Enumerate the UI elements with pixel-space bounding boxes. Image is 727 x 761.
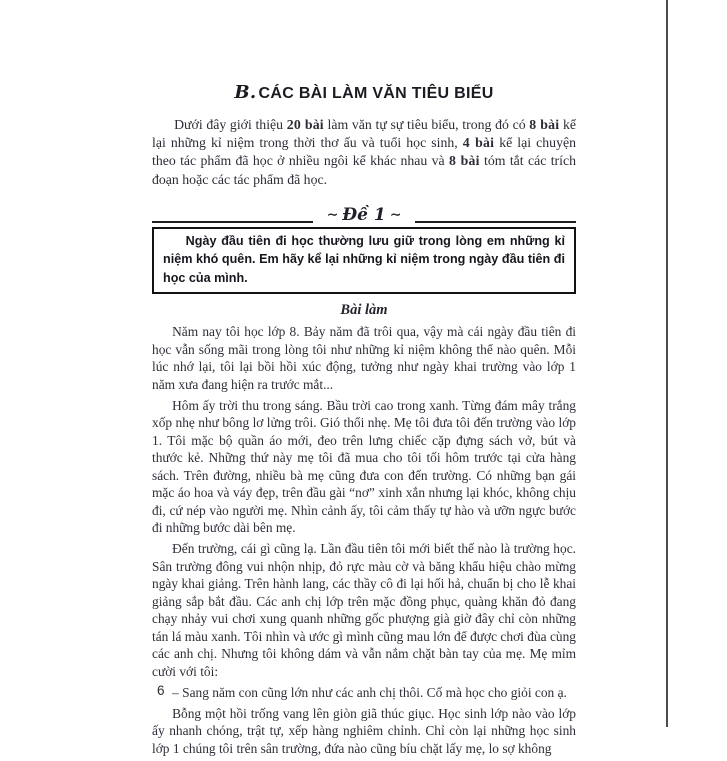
intro-text: làm văn tự sự tiêu biểu, trong đó có xyxy=(323,117,530,132)
essay-paragraph-3: Đến trường, cái gì cũng lạ. Lần đầu tiên tôi mới biết thế nào là trường học. Sân trường đông vui nhộn nhịp, đỏ rực màu cờ và băng khẩu hiệu chào mừng ngày khai giảng. Trên hành lang, các thầy cô đi lại hối hả, chuẩn bị cho lễ khai giảng sắp bắt đầu. Các anh chị lớp trên mặc đồng phục, quàng khăn đỏ đang chạy nhảy vui chơi xung quanh những gốc phượng già giờ đây chỉ còn những tán lá màu xanh. Tôi nhìn và ước gì mình cũng mau lớn để được chơi đùa cùng các anh chị. Nhưng tôi không dám và vẫn nắm chặt bàn tay của mẹ. Mẹ mỉm cười với tôi: xyxy=(152,541,576,679)
intro-text: Dưới đây giới thiệu xyxy=(174,117,287,132)
topic-heading-label xyxy=(313,205,416,226)
heading-ornament-left: ∼ xyxy=(326,206,339,223)
intro-bold-count: 8 bài xyxy=(529,117,560,132)
page-content xyxy=(152,0,576,761)
intro-text: kể lại những kỉ niệm trong thời thơ ấu và tuổi học sinh, xyxy=(152,117,576,151)
section-title-text: CÁC BÀI LÀM VĂN TIÊU BIỂU xyxy=(258,85,494,102)
intro-text: tóm tắt các trích đoạn hoặc các tác phẩm đã học. xyxy=(152,153,576,187)
page-number: 6 xyxy=(157,683,165,698)
heading-ornament-right: ∼ xyxy=(389,206,402,223)
essay-prompt-box xyxy=(152,227,576,295)
essay-paragraph-2: Hôm ấy trời thu trong sáng. Bầu trời cao trong xanh. Từng đám mây trắng xốp nhẹ như bông lơ lửng trôi. Gió thổi nhẹ. Mẹ tôi đưa tôi đến trường vào lớp 1. Tôi mặc bộ quần áo mới, đeo trên lưng chiếc cặp đựng sách vở, bút và thước kẻ. Những thứ này mẹ tôi đã mua cho tôi tối hôm trước tại cửa hàng sách. Trên đường, nhiều bà mẹ cũng đưa con đến trường. Có những bạn gái mặc áo hoa và váy đẹp, trên đầu gài “nơ” xinh xắn nhưng lại khóc, không chịu đi, cứ nép vào người mẹ. Nhìn cảnh ấy, tôi cảm thấy tự hào và ưỡn ngực bước đi những bước dài bên mẹ. xyxy=(152,397,576,536)
heading-rule-right xyxy=(415,221,576,223)
intro-bold-count: 8 bài xyxy=(449,153,480,169)
intro-bold-count: 4 bài xyxy=(462,135,495,151)
essay-dialogue-line: – Sang năm con cũng lớn như các anh chị thôi. Cố mà học cho giỏi con ạ. xyxy=(172,684,567,700)
topic-number: Đề 1 xyxy=(342,204,386,225)
intro-bold-count: 20 bài xyxy=(286,117,324,132)
topic-heading xyxy=(152,204,576,226)
section-title xyxy=(152,82,576,103)
intro-paragraph xyxy=(152,116,576,189)
essay-paragraph-1: Năm nay tôi học lớp 8. Bảy năm đã trôi qua, vậy mà cái ngày đầu tiên đi học vẫn sống mãi trong lòng tôi như những kỉ niệm không thể nào quên. Mỗi lúc nhớ lại, tôi lại bồi hồi xúc động, tưởng như ngày khai trường vào lớp 1 năm xưa đang hiện ra trước mắt... xyxy=(152,324,576,392)
bai-lam-label: Bài làm xyxy=(340,302,388,319)
section-title-initial: B. xyxy=(234,82,257,103)
essay-prompt-text: Ngày đầu tiên đi học thường lưu giữ trong lòng em những kỉ niệm khó quên. Em hãy kể lại những kỉ niệm trong ngày đầu tiên đi học của mình. xyxy=(163,233,565,285)
heading-rule-left xyxy=(152,221,313,223)
page-edge-line xyxy=(666,0,668,727)
intro-text: kể lại chuyện theo tác phẩm đã học ở nhiều ngôi kể khác nhau và xyxy=(152,135,576,169)
essay-paragraph-5: Bỗng một hồi trống vang lên giòn giã thúc giục. Học sinh lớp nào vào lớp ấy nhanh chóng, trật tự, xếp hàng nghiêm chỉnh. Chỉ còn lại những học sinh lớp 1 chúng tôi trên sân trường, đứa nào cũng bíu chặt lấy mẹ, lo sợ không xyxy=(152,705,576,756)
